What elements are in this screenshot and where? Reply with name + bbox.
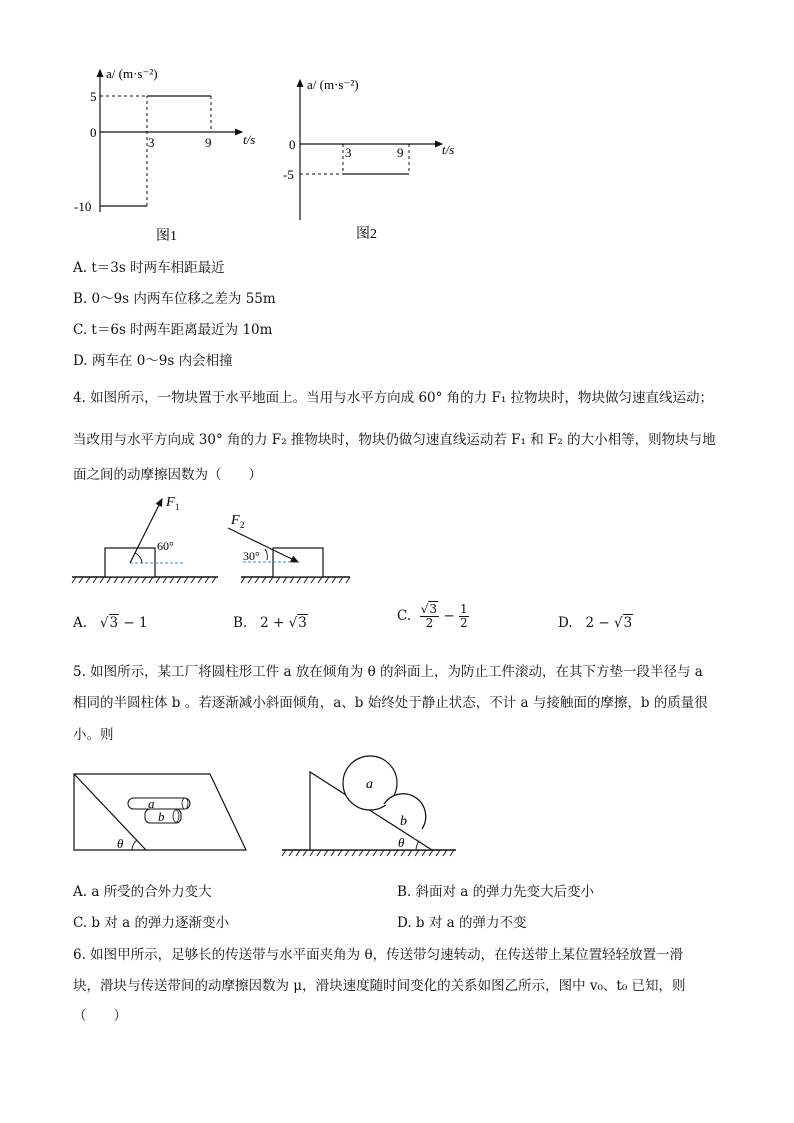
q4-stem-line3: 面之间的动摩擦因数为（ ） — [73, 467, 262, 483]
graph1-ytick-neg10: -10 — [74, 199, 92, 214]
q5-option-a[interactable]: A. a 所受的合外力变大 — [73, 884, 212, 900]
q5-fig1-label-theta: θ — [117, 836, 124, 851]
q5-option-c[interactable]: C. b 对 a 的弹力逐渐变小 — [73, 915, 229, 931]
graph1-caption: 图1 — [156, 229, 177, 242]
q4-option-a-label: A. — [73, 615, 88, 631]
q4-force-arrow-f2 — [228, 528, 298, 562]
graph1-xtick-3: 3 — [148, 135, 155, 150]
graph2-acceleration-chart — [280, 72, 470, 244]
q5-fig2-label-theta: θ — [398, 835, 405, 850]
q4-ground-hatch-1 — [72, 577, 216, 583]
q4-stem-line2: 当改用与水平方向成 30° 角的力 F₂ 推物块时，物块仍做匀速直线运动若 F₁ 和 F₂ 的大小相等，则物块与地 — [73, 432, 716, 448]
q6-stem-line3: （ ） — [73, 1008, 127, 1024]
q5-ground-hatch — [282, 850, 454, 856]
q4-option-d[interactable] — [558, 615, 633, 631]
q3-option-d[interactable]: D. 两车在 0～9s 内会相撞 — [73, 353, 233, 369]
q6-stem-line2: 块，滑块与传送带间的动摩擦因数为 μ，滑块速度随时间变化的关系如图乙所示，图中 v₀、t₀ 已知，则 — [73, 978, 686, 994]
q4-option-c-den2: 2 — [459, 615, 468, 630]
q4-option-b-radicand: 3 — [298, 615, 307, 631]
q4-angle-arc-30 — [265, 549, 267, 560]
q4-label-f1-sub: 1 — [175, 502, 180, 512]
q5-figure-perspective — [70, 770, 250, 855]
q5-stem-line1: 5. 如图所示，某工厂将圆柱形工件 a 放在倾角为 θ 的斜面上，为防止工件滚动，在其下方垫一段半径与 a — [73, 664, 703, 680]
q5-fig1-label-a: a — [148, 796, 155, 811]
graph1-ytick-5: 5 — [90, 89, 97, 104]
q5-cylinder-a-end — [182, 798, 188, 809]
q4-label-angle-30: 30° — [243, 549, 260, 563]
graph1-xlabel: t/s — [243, 132, 256, 147]
q4-option-c-num2: 1 — [459, 602, 468, 616]
q4-option-c-label: C. — [397, 608, 412, 625]
q5-fig2-label-a: a — [366, 777, 373, 792]
q5-stem-line3: 小。则 — [73, 727, 114, 743]
q4-option-a-rest: − 1 — [119, 615, 148, 631]
q4-label-f1: F — [166, 495, 175, 510]
q4-option-c[interactable] — [397, 603, 469, 629]
q4-option-c-fraction2 — [459, 603, 469, 629]
q4-option-b[interactable] — [233, 615, 308, 631]
q4-option-d-sqrt-sign: √ — [614, 615, 623, 631]
q4-option-a-radicand: 3 — [109, 615, 119, 631]
graph2-xtick-9: 9 — [397, 145, 404, 160]
q4-figure-push — [225, 508, 355, 593]
q3-option-b[interactable]: B. 0～9s 内两车位移之差为 55m — [73, 291, 276, 307]
q3-option-c[interactable]: C. t＝6s 时两车距离最近为 10m — [73, 322, 273, 338]
q5-option-d[interactable]: D. b 对 a 的弹力不变 — [397, 915, 527, 931]
q4-ground-hatch-2 — [241, 577, 350, 583]
graph1-ylabel: a/ (m·s⁻²) — [106, 66, 158, 81]
q5-figure-side — [280, 750, 460, 860]
q4-label-f2: F — [231, 513, 240, 528]
q4-option-b-pre: 2 + — [260, 615, 289, 631]
graph2-caption: 图2 — [356, 227, 377, 242]
q3-option-a[interactable]: A. t＝3s 时两车相距最近 — [73, 260, 225, 276]
graph2-ylabel: a/ (m·s⁻²) — [307, 77, 359, 92]
q4-label-f2-sub: 2 — [240, 520, 245, 530]
graph1-ytick-0: 0 — [90, 125, 97, 140]
q4-stem-line1: 4. 如图所示，一物块置于水平地面上。当用与水平方向成 60° 角的力 F₁ 拉物块时，物块做匀速直线运动； — [73, 390, 714, 406]
graph2-ytick-0: 0 — [289, 137, 296, 152]
graph2-xtick-3: 3 — [345, 145, 352, 160]
q5-fig2-label-b: b — [400, 814, 407, 829]
q4-option-d-pre: 2 − — [585, 615, 614, 631]
q5-stem-line2: 相同的半圆柱体 b 。若逐渐减小斜面倾角，a、b 始终处于静止状态，不计 a 与接触面的摩擦，b 的质量很 — [73, 695, 708, 711]
q5-cylinder-a-side — [128, 798, 190, 809]
q4-option-c-fraction1 — [420, 603, 439, 629]
q4-option-a-sqrt-sign: √ — [99, 615, 109, 631]
q4-option-b-sqrt-sign: √ — [288, 615, 298, 631]
q4-option-c-den1: 2 — [425, 615, 434, 630]
graph1-xtick-9: 9 — [205, 135, 212, 150]
q6-stem-line1: 6. 如图甲所示，足够长的传送带与水平面夹角为 θ，传送带匀速转动，在传送带上某位置轻轻放置一滑 — [73, 947, 684, 963]
q4-option-c-radicand: 3 — [429, 602, 438, 616]
q4-option-d-radicand: 3 — [623, 615, 633, 631]
q4-option-c-sqrt-sign: √ — [420, 602, 429, 616]
graph2-xlabel: t/s — [442, 142, 455, 157]
q4-label-angle-60: 60° — [157, 539, 174, 553]
q5-half-cylinder-b-end — [173, 810, 179, 822]
q4-option-c-minus: − — [439, 608, 459, 625]
q5-fig1-label-b: b — [158, 809, 165, 824]
q4-option-d-label: D. — [558, 615, 573, 631]
graph1-acceleration-chart — [70, 62, 260, 242]
q4-figure-pull — [70, 490, 220, 590]
q5-option-b[interactable]: B. 斜面对 a 的弹力先变大后变小 — [397, 884, 595, 900]
graph2-ytick-neg5: -5 — [283, 167, 294, 182]
q4-option-b-label: B. — [233, 615, 248, 631]
q4-option-a[interactable] — [73, 615, 148, 631]
